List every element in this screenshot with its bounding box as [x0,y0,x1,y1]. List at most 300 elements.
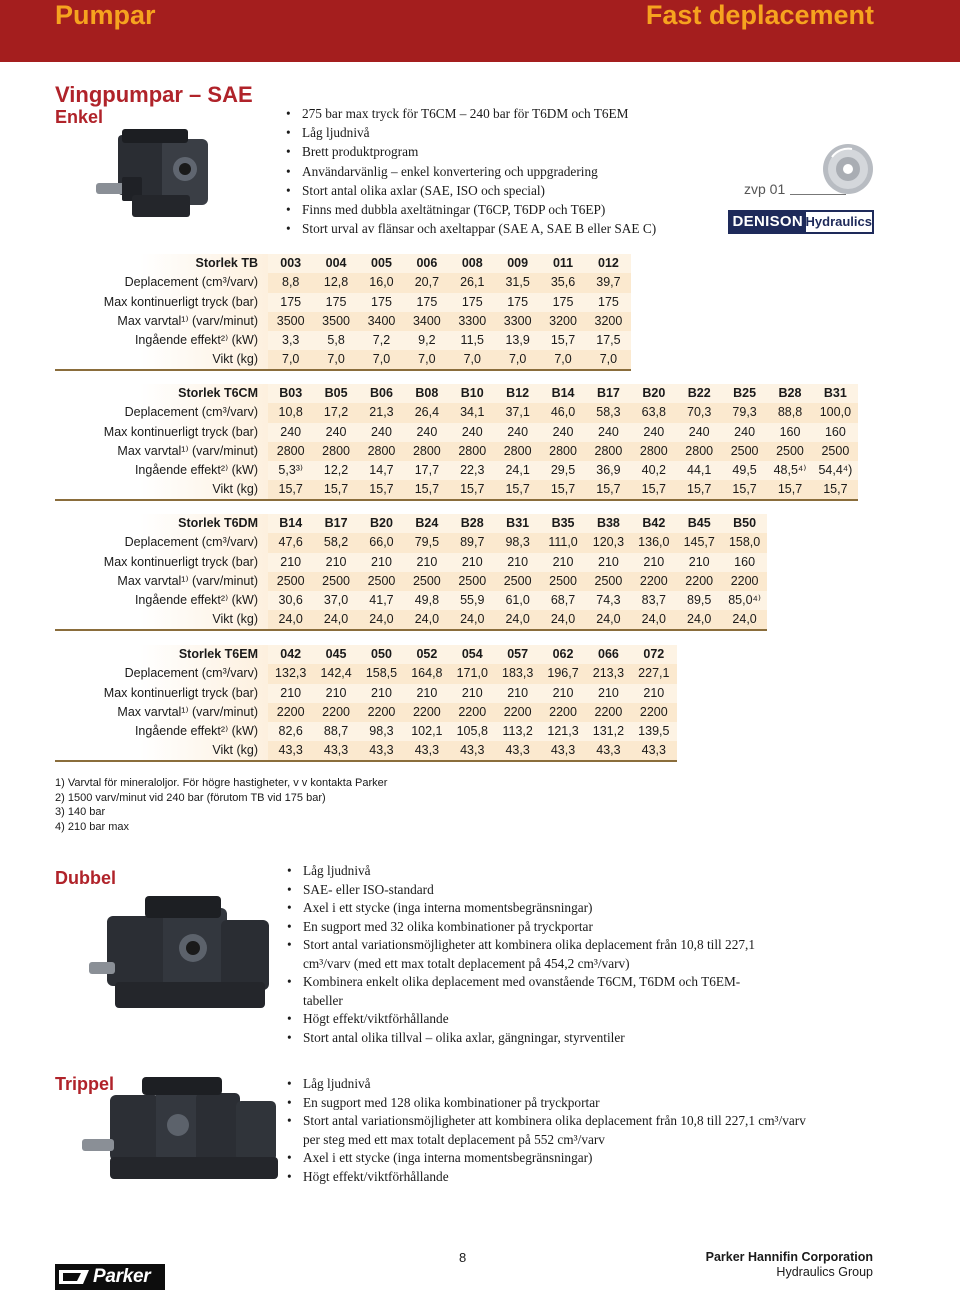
table-row [55,312,858,331]
table-cell: 113,2 [495,722,540,741]
table-cell: 15,7 [450,480,495,500]
table-cell: 210 [631,684,676,703]
table-cell: 83,7 [631,591,676,610]
table-cell: 7,0 [586,350,631,370]
table-cell: 49,5 [722,461,767,480]
size-header: B17 [586,384,631,403]
table-cell [813,591,858,610]
table-cell: 2800 [677,442,722,461]
corporation-group: Hydraulics Group [776,1265,873,1279]
table-cell [631,331,676,350]
footnote: 4) 210 bar max [55,820,129,833]
header-category: Pumpar [55,0,156,30]
size-header: 042 [268,645,313,664]
size-header: B31 [813,384,858,403]
size-header: 008 [450,254,495,273]
table-t6cm [55,384,858,501]
parker-wordmark: Parker [93,1266,151,1287]
table-cell: 158,0 [722,533,767,552]
table-cell: 29,5 [540,461,585,480]
table-cell: 79,3 [722,403,767,422]
table-cell: 2200 [631,572,676,591]
table-cell: 2800 [359,442,404,461]
table-cell: 24,0 [268,610,313,630]
table-cell: 41,7 [359,591,404,610]
row-label: Max varvtal¹⁾ (varv/minut) [55,572,268,591]
size-header: 004 [313,254,358,273]
table-cell: 7,0 [540,350,585,370]
dubbel-feature: • Högt effekt/viktförhållande [287,1010,757,1029]
table-cell [767,553,812,572]
page-number: 8 [459,1250,467,1265]
table-row [55,610,858,630]
table-cell: 54,4⁴) [813,461,858,480]
row-label: Ingående effekt²⁾ (kW) [55,591,268,610]
table-cell: 160 [813,423,858,442]
table-cell [677,331,722,350]
table-cell [813,610,858,630]
dubbel-feature: • Låg ljudnivå [287,862,757,881]
denison-logo [728,210,874,234]
size-header [767,514,812,533]
table-cell: 12,8 [313,273,358,292]
table-cell: 39,7 [586,273,631,292]
table-cell: 102,1 [404,722,449,741]
table-cell: 40,2 [631,461,676,480]
table-cell: 74,3 [586,591,631,610]
table-cell [677,350,722,370]
table-cell: 63,8 [631,403,676,422]
table-cell: 210 [450,684,495,703]
table-cell [722,664,767,683]
table-cell: 175 [359,293,404,312]
size-header [631,254,676,273]
denison-logo-suffix: Hydraulics [805,214,872,229]
table-cell: 24,0 [677,610,722,630]
dubbel-feature: • Kombinera enkelt olika deplacement med ovanstående T6CM, T6DM och T6EM-tabeller [287,973,757,1010]
table-cell: 175 [313,293,358,312]
size-header: B28 [767,384,812,403]
table-cell: 43,3 [313,741,358,761]
table-cell: 136,0 [631,533,676,552]
footnote: 1) Varvtal för mineraloljor. För högre hastigheter, v v kontakta Parker [55,777,388,789]
table-cell [767,722,812,741]
table-cell: 36,9 [586,461,631,480]
table-header-row [55,384,858,403]
table-tb [55,254,858,371]
enkel-feature: • Brett produktprogram [286,142,656,161]
table-cell: 24,0 [586,610,631,630]
table-cell: 15,7 [540,480,585,500]
size-header: B25 [722,384,767,403]
table-cell: 24,0 [313,610,358,630]
table-cell [813,273,858,292]
row-label: Max kontinuerligt tryck (bar) [55,293,268,312]
table-cell: 2200 [586,703,631,722]
table-cell: 22,3 [450,461,495,480]
table-cell: 43,3 [540,741,585,761]
row-label: Max kontinuerligt tryck (bar) [55,423,268,442]
table-cell: 210 [404,684,449,703]
table-cell [677,293,722,312]
enkel-feature: • 275 bar max tryck för T6CM – 240 bar för T6DM och T6EM [286,104,656,123]
table-row [55,572,858,591]
table-cell: 175 [540,293,585,312]
trippel-feature: • Högt effekt/viktförhållande [287,1168,807,1187]
table-row [55,741,858,761]
trippel-feature: • Axel i ett stycke (inga interna momentsbegränsningar) [287,1149,807,1168]
table-cell: 15,7 [631,480,676,500]
table-cell: 30,6 [268,591,313,610]
table-cell: 210 [631,553,676,572]
table-cell: 49,8 [404,591,449,610]
table-cell [722,350,767,370]
table-cell: 24,0 [722,610,767,630]
table-cell: 17,7 [404,461,449,480]
table-cell: 7,0 [268,350,313,370]
table-cell [767,331,812,350]
table-cell [813,293,858,312]
size-label: Storlek T6EM [55,645,268,664]
trippel-feature: • En sugport med 128 olika kombinationer på tryckportar [287,1094,807,1113]
table-cell: 14,7 [359,461,404,480]
table-cell: 3500 [313,312,358,331]
size-header: B45 [677,514,722,533]
table-cell: 210 [450,553,495,572]
table-cell: 46,0 [540,403,585,422]
table-row [55,480,858,500]
table-cell: 88,7 [313,722,358,741]
table-cell: 43,3 [359,741,404,761]
table-cell: 210 [313,553,358,572]
table-cell [767,293,812,312]
table-cell: 58,2 [313,533,358,552]
dubbel-feature: • Stort antal olika tillval – olika axlar, gängningar, styrventiler [287,1029,757,1048]
table-row [55,423,858,442]
table-cell: 240 [313,423,358,442]
table-row [55,461,858,480]
table-cell: 2800 [450,442,495,461]
table-cell: 66,0 [359,533,404,552]
table-cell [767,610,812,630]
table-cell: 121,3 [540,722,585,741]
table-cell: 26,4 [404,403,449,422]
table-cell: 12,2 [313,461,358,480]
table-cell: 2500 [268,572,313,591]
table-cell: 105,8 [450,722,495,741]
table-cell: 15,7 [495,480,540,500]
table-cell: 3,3 [268,331,313,350]
table-cell: 175 [450,293,495,312]
table-cell: 43,3 [495,741,540,761]
table-cell: 210 [313,684,358,703]
table-cell: 2800 [631,442,676,461]
footnotes [55,776,387,834]
table-cell: 210 [586,553,631,572]
enkel-feature: • Finns med dubbla axeltätningar (T6CP, T6DP och T6EP) [286,200,656,219]
table-cell: 3400 [359,312,404,331]
dubbel-feature: • Axel i ett stycke (inga interna momentsbegränsningar) [287,899,757,918]
dubbel-feature: • SAE- eller ISO-standard [287,881,757,900]
table-cell: 79,5 [404,533,449,552]
table-row [55,293,858,312]
table-header-row [55,514,858,533]
table-cell [767,533,812,552]
size-header: 003 [268,254,313,273]
table-cell [813,664,858,683]
table-cell [767,684,812,703]
table-row [55,442,858,461]
table-cell: 7,0 [359,350,404,370]
table-cell: 2500 [404,572,449,591]
table-cell: 7,0 [404,350,449,370]
table-cell: 175 [495,293,540,312]
table-cell: 3300 [495,312,540,331]
denison-logo-brand: DENISON [730,212,806,232]
table-cell: 210 [359,553,404,572]
table-cell: 142,4 [313,664,358,683]
table-cell: 24,0 [359,610,404,630]
section-title-trippel: Trippel [55,1074,115,1094]
table-cell: 2200 [359,703,404,722]
size-header: B08 [404,384,449,403]
table-row [55,664,858,683]
table-cell [631,350,676,370]
table-cell: 3200 [540,312,585,331]
size-label: Storlek T6DM [55,514,268,533]
table-cell: 171,0 [450,664,495,683]
row-label: Max varvtal¹⁾ (varv/minut) [55,703,268,722]
dubbel-feature: • Stort antal variationsmöjligheter att kombinera olika deplacement från 10,8 till 227,1 cm³/varv (med ett max totalt deplacement på 454,2 cm³/varv) [287,936,757,973]
page-header [0,0,960,62]
table-cell: 3200 [586,312,631,331]
row-label: Max kontinuerligt tryck (bar) [55,553,268,572]
row-label: Ingående effekt²⁾ (kW) [55,461,268,480]
table-cell: 13,9 [495,331,540,350]
size-header [722,645,767,664]
size-header: B05 [313,384,358,403]
size-header: B17 [313,514,358,533]
size-header: B28 [450,514,495,533]
table-cell [722,312,767,331]
section-title: Vingpumpar – SAE [55,82,253,107]
size-header: 066 [586,645,631,664]
trippel-feature: • Stort antal variationsmöjligheter att kombinera olika deplacement från 10,8 till 227,1 cm³/varv per steg med ett max totalt deplacement på 552 cm³/varv [287,1112,807,1149]
table-cell: 175 [268,293,313,312]
footnote: 3) 140 bar [55,806,106,818]
table-cell: 240 [586,423,631,442]
size-header: 052 [404,645,449,664]
table-cell: 55,9 [450,591,495,610]
size-header: B31 [495,514,540,533]
table-cell: 15,7 [813,480,858,500]
table-cell: 20,7 [404,273,449,292]
table-cell: 3400 [404,312,449,331]
table-cell: 175 [586,293,631,312]
table-cell: 48,5⁴⁾ [767,461,812,480]
zvp-label: zvp 01 [744,181,786,197]
table-cell: 164,8 [404,664,449,683]
row-label: Ingående effekt²⁾ (kW) [55,331,268,350]
table-cell: 26,1 [450,273,495,292]
table-cell [767,350,812,370]
table-cell: 210 [359,684,404,703]
table-cell: 132,3 [268,664,313,683]
row-label: Vikt (kg) [55,610,268,630]
table-cell: 120,3 [586,533,631,552]
single-pump-image [92,125,222,235]
table-cell [813,331,858,350]
double-pump-image [85,890,285,1025]
zvp-divider [790,194,846,195]
corporation-info [706,1250,873,1280]
table-row [55,331,858,350]
table-cell [813,350,858,370]
table-cell [813,684,858,703]
row-label: Vikt (kg) [55,741,268,761]
table-cell: 2200 [450,703,495,722]
table-cell: 145,7 [677,533,722,552]
enkel-feature: • Stort urval av flänsar och axeltappar (SAE A, SAE B eller SAE C) [286,219,656,238]
size-header [677,254,722,273]
table-cell: 89,5 [677,591,722,610]
table-cell: 240 [495,423,540,442]
dubbel-feature: • En sugport med 32 olika kombinationer på tryckportar [287,918,757,937]
table-cell: 3300 [450,312,495,331]
table-cell: 37,0 [313,591,358,610]
table-cell [677,703,722,722]
table-cell: 2800 [586,442,631,461]
table-cell: 24,0 [495,610,540,630]
table-cell: 2500 [359,572,404,591]
table-cell: 240 [268,423,313,442]
row-label: Vikt (kg) [55,480,268,500]
table-cell: 227,1 [631,664,676,683]
table-cell: 9,2 [404,331,449,350]
table-cell: 24,1 [495,461,540,480]
table-header-row [55,645,858,664]
table-cell: 2800 [404,442,449,461]
table-cell [813,312,858,331]
size-header: B50 [722,514,767,533]
table-cell: 210 [495,553,540,572]
size-header [722,254,767,273]
table-cell [813,741,858,761]
table-cell: 240 [677,423,722,442]
row-label: Deplacement (cm³/varv) [55,533,268,552]
table-row [55,591,858,610]
table-cell: 24,0 [540,610,585,630]
table-cell: 240 [631,423,676,442]
enkel-feature: • Användarvänlig – enkel konvertering och uppgradering [286,162,656,181]
table-cell: 2200 [722,572,767,591]
header-topic: Fast deplacement [645,0,874,30]
size-header [813,645,858,664]
table-cell: 7,2 [359,331,404,350]
table-cell [767,273,812,292]
table-row [55,684,858,703]
table-cell [677,273,722,292]
table-row [55,350,858,370]
table-cell: 21,3 [359,403,404,422]
table-cell: 183,3 [495,664,540,683]
table-header-row [55,254,858,273]
table-cell: 15,7 [540,331,585,350]
table-cell: 2200 [268,703,313,722]
table-cell: 98,3 [359,722,404,741]
row-label: Deplacement (cm³/varv) [55,273,268,292]
table-cell: 35,6 [540,273,585,292]
table-cell [767,664,812,683]
size-header: B10 [450,384,495,403]
table-t6dm [55,514,858,631]
table-cell [677,722,722,741]
table-cell [722,293,767,312]
row-label: Deplacement (cm³/varv) [55,403,268,422]
size-header [813,514,858,533]
table-cell: 240 [359,423,404,442]
table-t6em [55,645,858,762]
table-cell [631,293,676,312]
size-header: B03 [268,384,313,403]
dubbel-feature-list [287,862,757,1047]
size-header: 050 [359,645,404,664]
table-cell: 88,8 [767,403,812,422]
table-cell: 2500 [767,442,812,461]
size-label: Storlek T6CM [55,384,268,403]
table-cell: 111,0 [540,533,585,552]
size-label: Storlek TB [55,254,268,273]
table-cell: 210 [677,553,722,572]
table-cell [813,553,858,572]
table-cell: 2200 [404,703,449,722]
table-cell [722,331,767,350]
table-cell [767,312,812,331]
table-cell: 160 [722,553,767,572]
table-cell: 68,7 [540,591,585,610]
table-cell: 3500 [268,312,313,331]
table-cell: 37,1 [495,403,540,422]
table-cell [813,722,858,741]
table-cell: 240 [450,423,495,442]
size-header: 062 [540,645,585,664]
table-cell: 2500 [313,572,358,591]
enkel-feature-list [286,104,656,238]
table-cell: 15,7 [268,480,313,500]
table-cell: 43,3 [631,741,676,761]
table-cell: 43,3 [268,741,313,761]
table-cell: 210 [540,684,585,703]
size-header: B35 [540,514,585,533]
table-cell: 2800 [495,442,540,461]
table-cell: 8,8 [268,273,313,292]
size-header: B06 [359,384,404,403]
row-label: Max kontinuerligt tryck (bar) [55,684,268,703]
triple-pump-image [80,1075,290,1185]
table-cell: 10,8 [268,403,313,422]
table-cell: 5,8 [313,331,358,350]
table-cell: 89,7 [450,533,495,552]
row-label: Max varvtal¹⁾ (varv/minut) [55,312,268,331]
table-cell: 44,1 [677,461,722,480]
table-cell: 15,7 [586,480,631,500]
table-cell: 2800 [540,442,585,461]
size-header: 045 [313,645,358,664]
table-cell: 2200 [677,572,722,591]
table-cell: 2200 [631,703,676,722]
table-cell: 2500 [450,572,495,591]
size-header: B42 [631,514,676,533]
